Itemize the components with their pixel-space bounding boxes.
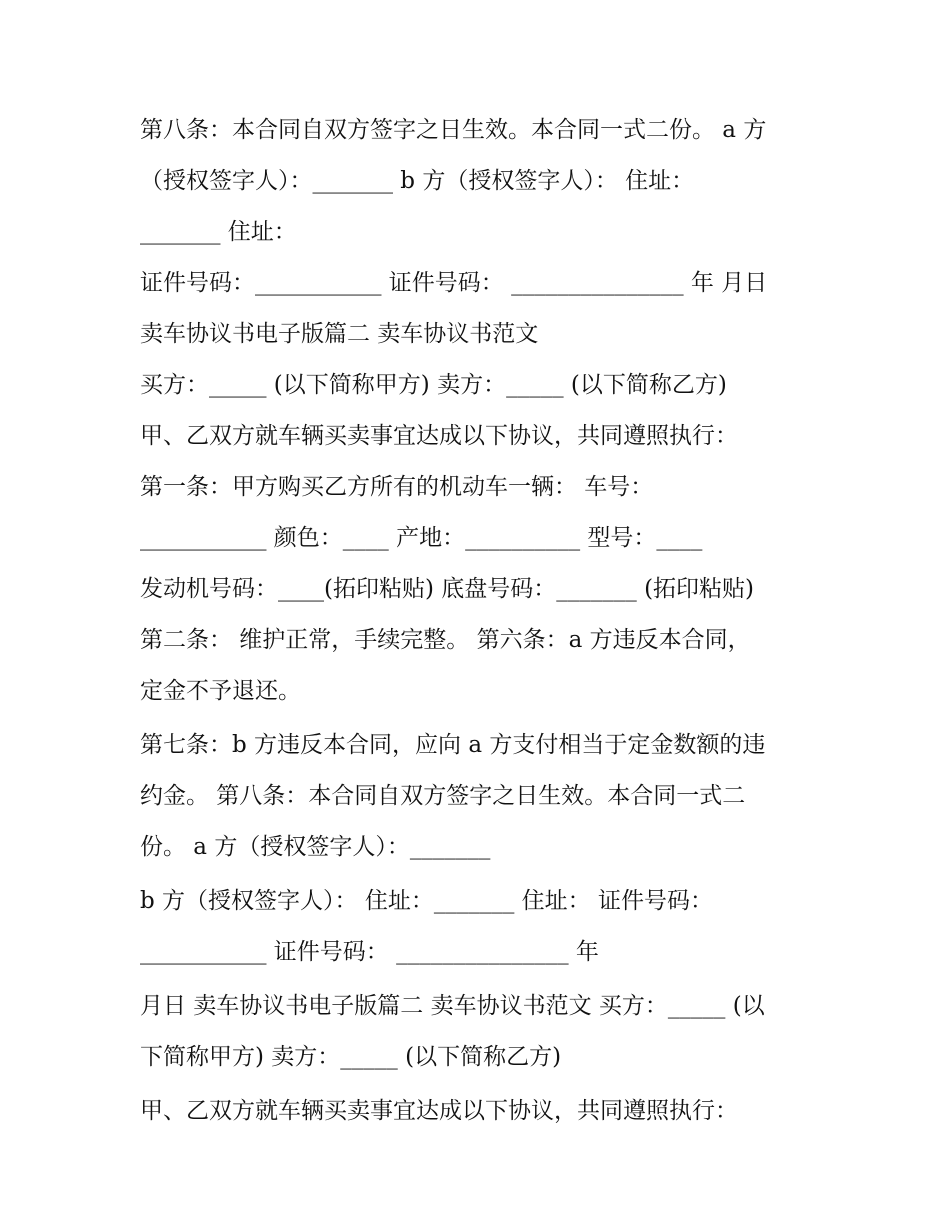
text-line: 证件号码：___________ 证件号码： _______________ 年 月日 bbox=[140, 270, 768, 296]
document-body bbox=[140, 108, 820, 1140]
text-line: ___________ 证件号码： _______________ 年 bbox=[140, 939, 599, 965]
text-line: 定金不予退还。 bbox=[140, 678, 301, 704]
text-line: b 方（授权签字人）： 住址：_______ 住址： 证件号码： bbox=[140, 888, 713, 914]
text-line: 发动机号码：____(拓印粘贴) 底盘号码：_______ (拓印粘贴) bbox=[140, 576, 755, 602]
text-line: 第七条：b 方违反本合同，应向 a 方支付相当于定金数额的违 bbox=[140, 732, 766, 758]
text-line: 第二条： 维护正常，手续完整。 第六条：a 方违反本合同， bbox=[140, 627, 751, 653]
text-line: ___________ 颜色：____ 产地：__________ 型号：____ bbox=[140, 525, 703, 551]
text-line: 下简称甲方) 卖方：_____ (以下简称乙方) bbox=[140, 1044, 562, 1070]
text-line: 月日 卖车协议书电子版篇二 卖车协议书范文 买方：_____ (以 bbox=[140, 993, 765, 1019]
text-line: 甲、乙双方就车辆买卖事宜达成以下协议，共同遵照执行： bbox=[140, 423, 738, 449]
text-line: 第一条：甲方购买乙方所有的机动车一辆： 车号： bbox=[140, 474, 654, 500]
text-line: 买方：_____ (以下简称甲方) 卖方：_____ (以下简称乙方) bbox=[140, 372, 727, 398]
text-line: 甲、乙双方就车辆买卖事宜达成以下协议，共同遵照执行： bbox=[140, 1098, 738, 1124]
text-line: 约金。 第八条：本合同自双方签字之日生效。本合同一式二 bbox=[140, 783, 746, 809]
text-line: （授权签字人）：_______ b 方（授权签字人）： 住址： bbox=[140, 168, 695, 194]
text-line: 卖车协议书电子版篇二 卖车协议书范文 bbox=[140, 321, 539, 347]
text-line: _______ 住址： bbox=[140, 219, 297, 245]
text-line: 第八条：本合同自双方签字之日生效。本合同一式二份。 a 方 bbox=[140, 117, 767, 143]
text-line: 份。 a 方（授权签字人）：_______ bbox=[140, 834, 491, 860]
